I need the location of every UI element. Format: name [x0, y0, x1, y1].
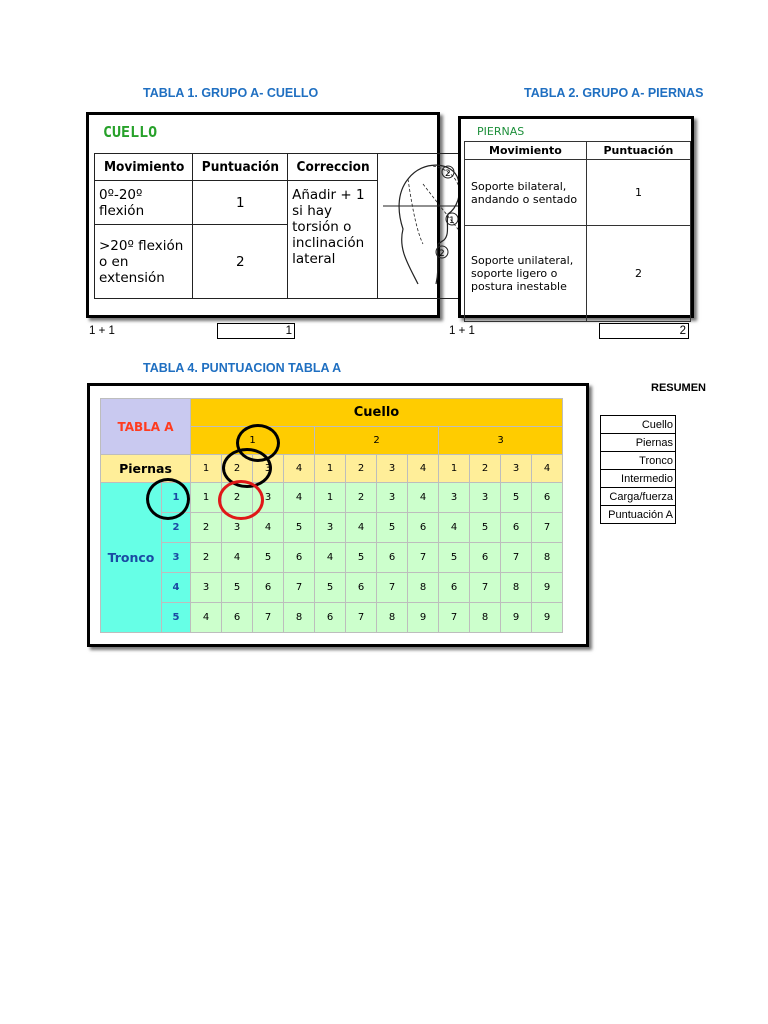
t1-correccion-text: Añadir + 1 si hay torsión o inclinación lateral [288, 181, 378, 299]
tabla-a-cell: 9 [408, 603, 439, 633]
t2-row2-puntuacion: 2 [586, 226, 690, 322]
tabla-a-cell: 3 [315, 513, 346, 543]
t1-row1-movimiento: 0º-20º flexión [95, 181, 193, 225]
resumen-row-carga[interactable]: Carga/fuerza [601, 488, 676, 506]
tabla4-image [87, 383, 589, 647]
tabla-a-cell: 5 [284, 513, 315, 543]
resumen-title: RESUMEN [651, 382, 707, 394]
tabla-a-cell: 9 [501, 603, 532, 633]
tabla1-cuello-image [86, 112, 456, 318]
tabla-a-cell: 6 [315, 603, 346, 633]
piernas-value: 3 [253, 455, 284, 483]
tabla-a-cell: 6 [439, 573, 470, 603]
resumen-row-puntuacion-a[interactable]: Puntuación A [601, 506, 676, 524]
svg-text:1: 1 [449, 216, 456, 226]
tronco-value: 4 [162, 573, 191, 603]
tabla-a-cell: 7 [408, 543, 439, 573]
t1-row2-movimiento: >20º flexión o en extensión [95, 225, 193, 299]
calc2-formula[interactable]: 1 + 1 [449, 325, 475, 337]
tabla-a-label: TABLA A [101, 399, 191, 455]
tabla-a-cell: 4 [346, 513, 377, 543]
resumen-row-intermedio[interactable]: Intermedio [601, 470, 676, 488]
piernas-value: 3 [501, 455, 532, 483]
tabla-a-cell: 7 [532, 513, 563, 543]
tabla-a-cell: 2 [346, 483, 377, 513]
tabla1-heading: CUELLO [103, 123, 158, 141]
tabla-a-cell: 8 [501, 573, 532, 603]
tronco-value: 1 [162, 483, 191, 513]
cuello-value-1: 1 [191, 427, 315, 455]
cuello-value-2: 2 [315, 427, 439, 455]
tabla-a-cell: 5 [253, 543, 284, 573]
resumen-row-piernas[interactable]: Piernas [601, 434, 676, 452]
tabla-a-cell: 4 [284, 483, 315, 513]
tronco-value: 5 [162, 603, 191, 633]
t1-row1-puntuacion: 1 [193, 181, 288, 225]
tabla-a-cell: 3 [191, 573, 222, 603]
resumen-row-cuello[interactable]: Cuello [601, 416, 676, 434]
col-correccion: Correccion [292, 154, 373, 181]
tabla-a-cell: 3 [470, 483, 501, 513]
tabla1-title: TABLA 1. GRUPO A- CUELLO [143, 86, 319, 100]
piernas-value: 1 [315, 455, 346, 483]
piernas-value: 4 [284, 455, 315, 483]
resumen-row-tronco[interactable]: Tronco [601, 452, 676, 470]
tabla2-piernas-image [458, 116, 694, 318]
svg-text:2: 2 [445, 169, 452, 179]
tabla-a-cell: 6 [346, 573, 377, 603]
tabla-a-cell: 5 [346, 543, 377, 573]
tabla-a-cell: 5 [222, 573, 253, 603]
svg-text:2: 2 [439, 249, 446, 259]
tabla-a-cell: 2 [191, 513, 222, 543]
tabla-a-cell: 9 [532, 603, 563, 633]
resumen-table [600, 415, 676, 524]
piernas-value: 2 [222, 455, 253, 483]
piernas-value: 3 [377, 455, 408, 483]
tabla2-table [464, 141, 691, 322]
tabla-a-cell: 3 [222, 513, 253, 543]
tabla-a-cell: 9 [532, 573, 563, 603]
col-puntuacion: Puntuación [198, 154, 283, 181]
tabla1-table [94, 153, 477, 299]
tronco-value: 3 [162, 543, 191, 573]
tabla-a-cell: 4 [253, 513, 284, 543]
tabla-a-cell: 3 [377, 483, 408, 513]
tabla-a-cell: 4 [222, 543, 253, 573]
calc2-result-cell[interactable]: 2 [599, 323, 689, 339]
piernas-value: 2 [346, 455, 377, 483]
tabla-a-cell: 8 [377, 603, 408, 633]
tabla-a-cell: 3 [439, 483, 470, 513]
tabla-a-cell: 6 [532, 483, 563, 513]
cuello-value-3: 3 [439, 427, 563, 455]
tabla-a-cell: 6 [470, 543, 501, 573]
tabla-a-cell: 7 [377, 573, 408, 603]
tabla-a-cell: 2 [222, 483, 253, 513]
t2-row1-movimiento: Soporte bilateral, andando o sentado [465, 160, 587, 226]
tabla-a-cell: 6 [222, 603, 253, 633]
piernas-value: 4 [532, 455, 563, 483]
piernas-value: 2 [470, 455, 501, 483]
piernas-value: 4 [408, 455, 439, 483]
tabla-a-cell: 4 [191, 603, 222, 633]
tabla-a-cell: 5 [315, 573, 346, 603]
tabla-a-cell: 8 [284, 603, 315, 633]
tabla-a-cell: 1 [191, 483, 222, 513]
tabla-a-cell: 7 [501, 543, 532, 573]
cuello-header: Cuello [191, 399, 563, 427]
tabla-a-cell: 6 [377, 543, 408, 573]
tabla-a-cell: 5 [439, 543, 470, 573]
tabla-a-cell: 5 [501, 483, 532, 513]
tabla-a-cell: 6 [501, 513, 532, 543]
tabla-a-cell: 6 [253, 573, 284, 603]
tabla-a-cell: 7 [346, 603, 377, 633]
t2-row2-movimiento: Soporte unilateral, soporte ligero o postura inestable [465, 226, 587, 322]
t1-row2-puntuacion: 2 [193, 225, 288, 299]
piernas-value: 1 [439, 455, 470, 483]
tabla-a-cell: 7 [439, 603, 470, 633]
tabla-a-cell: 6 [284, 543, 315, 573]
tabla2-title: TABLA 2. GRUPO A- PIERNAS [524, 86, 704, 100]
tabla-a-cell: 2 [191, 543, 222, 573]
tabla-a-cell: 7 [470, 573, 501, 603]
tabla-a-cell: 1 [315, 483, 346, 513]
tabla-a-cell: 6 [408, 513, 439, 543]
tabla4-title: TABLA 4. PUNTUACION TABLA A [143, 361, 342, 375]
tabla-a-cell: 4 [315, 543, 346, 573]
tronco-value: 2 [162, 513, 191, 543]
tabla2-heading: PIERNAS [477, 125, 525, 138]
col-movimiento: Movimiento [99, 154, 187, 181]
tabla-a-cell: 8 [470, 603, 501, 633]
tronco-header: Tronco [101, 483, 162, 633]
tabla-a-cell: 5 [470, 513, 501, 543]
tabla-a-grid [100, 398, 563, 633]
t2-row1-puntuacion: 1 [586, 160, 690, 226]
tabla-a-cell: 8 [532, 543, 563, 573]
tabla-a-cell: 7 [253, 603, 284, 633]
calc1-result-cell[interactable]: 1 [217, 323, 295, 339]
t2-col-puntuacion: Puntuación [586, 142, 690, 160]
tabla-a-cell: 4 [408, 483, 439, 513]
tabla-a-cell: 3 [253, 483, 284, 513]
t2-col-movimiento: Movimiento [465, 142, 587, 160]
piernas-header: Piernas [101, 455, 191, 483]
tabla-a-cell: 5 [377, 513, 408, 543]
piernas-value: 1 [191, 455, 222, 483]
tabla-a-cell: 8 [408, 573, 439, 603]
calc1-formula[interactable]: 1 + 1 [89, 325, 115, 337]
tabla-a-cell: 7 [284, 573, 315, 603]
tabla-a-cell: 4 [439, 513, 470, 543]
